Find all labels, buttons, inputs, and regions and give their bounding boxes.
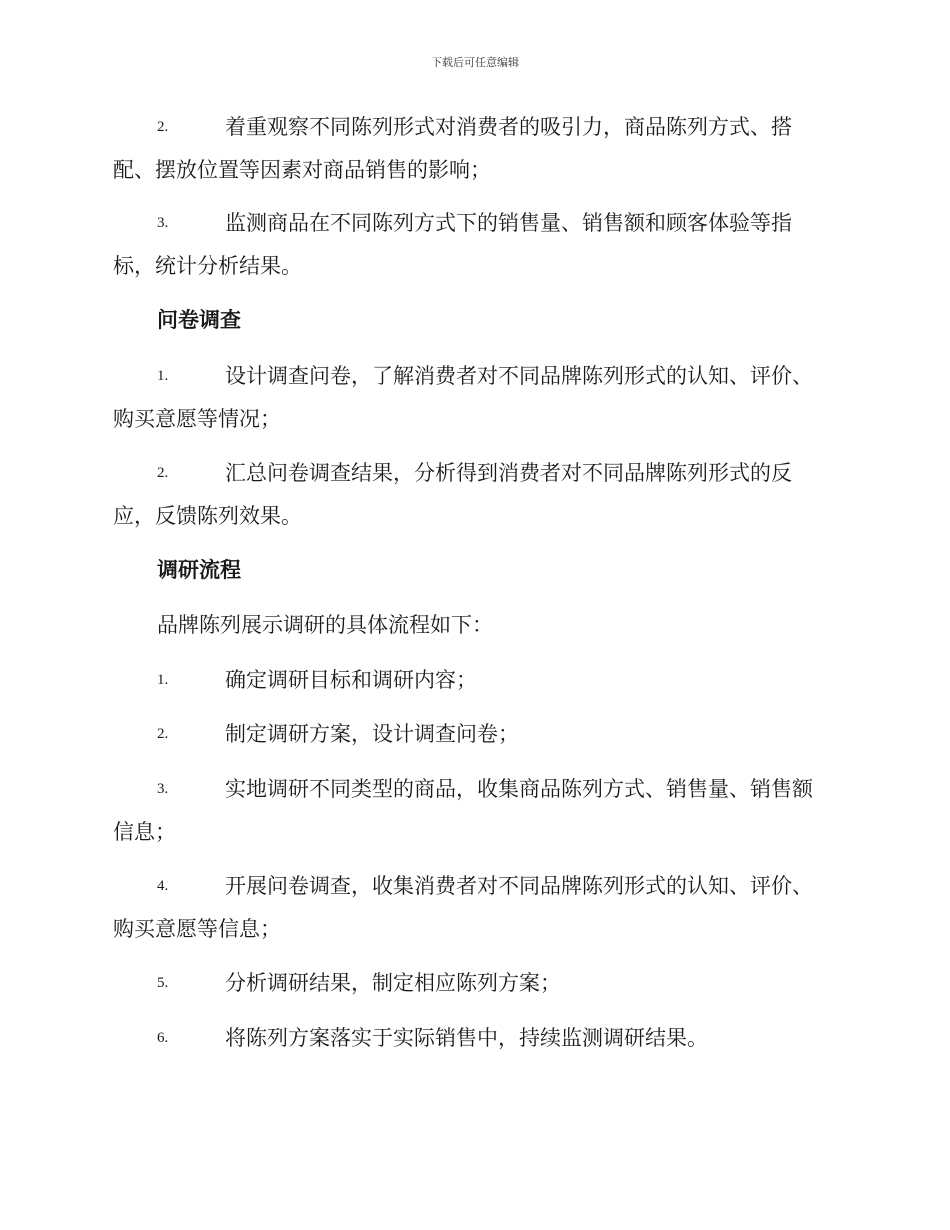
list-item-number: 6. bbox=[157, 1030, 169, 1046]
list-item bbox=[113, 452, 838, 538]
list-item-number: 1. bbox=[157, 368, 169, 384]
list-item-text: 确定调研目标和调研内容； bbox=[225, 668, 477, 692]
list-item-text: 监测商品在不同陈列方式下的销售量、销售额和顾客体验等指 bbox=[225, 211, 792, 235]
section-heading-survey: 问卷调查 bbox=[157, 308, 241, 332]
list-item-text-continued: 配、摆放位置等因素对商品销售的影响； bbox=[113, 158, 491, 182]
list-item bbox=[113, 768, 838, 854]
list-item-text-continued: 购买意愿等情况； bbox=[113, 407, 281, 431]
list-item-text: 制定调研方案，设计调查问卷； bbox=[225, 722, 519, 746]
list-item bbox=[113, 659, 838, 702]
list-item-number: 1. bbox=[157, 672, 169, 688]
list-item-text: 实地调研不同类型的商品，收集商品陈列方式、销售量、销售额 bbox=[225, 777, 813, 801]
list-item bbox=[113, 713, 838, 756]
list-item bbox=[113, 355, 838, 441]
list-item-text: 分析调研结果，制定相应陈列方案； bbox=[225, 971, 561, 995]
list-item-text-continued: 购买意愿等信息； bbox=[113, 917, 281, 941]
list-item bbox=[113, 202, 838, 288]
list-item-text: 着重观察不同陈列形式对消费者的吸引力，商品陈列方式、搭 bbox=[225, 115, 792, 139]
list-item-text: 开展问卷调查，收集消费者对不同品牌陈列形式的认知、评价、 bbox=[225, 874, 813, 898]
list-item bbox=[113, 962, 838, 1005]
section-heading-process: 调研流程 bbox=[157, 558, 241, 582]
list-item-number: 5. bbox=[157, 975, 169, 991]
list-item-number: 3. bbox=[157, 215, 169, 231]
list-item bbox=[113, 1017, 838, 1060]
list-item bbox=[113, 106, 838, 192]
list-item-number: 2. bbox=[157, 119, 169, 135]
list-item-text: 设计调查问卷，了解消费者对不同品牌陈列形式的认知、评价、 bbox=[225, 364, 813, 388]
process-intro: 品牌陈列展示调研的具体流程如下： bbox=[157, 613, 493, 637]
list-item-text-continued: 标，统计分析结果。 bbox=[113, 254, 302, 278]
list-item-text: 汇总问卷调查结果，分析得到消费者对不同品牌陈列形式的反 bbox=[225, 461, 792, 485]
list-item-number: 2. bbox=[157, 465, 169, 481]
list-item-text-continued: 应，反馈陈列效果。 bbox=[113, 504, 302, 528]
list-item-number: 2. bbox=[157, 726, 169, 742]
list-item-text: 将陈列方案落实于实际销售中，持续监测调研结果。 bbox=[225, 1026, 708, 1050]
list-item bbox=[113, 865, 838, 951]
list-item-text-continued: 信息； bbox=[113, 820, 176, 844]
list-item-number: 3. bbox=[157, 781, 169, 797]
page-header-note: 下载后可任意编辑 bbox=[431, 56, 519, 69]
list-item-number: 4. bbox=[157, 878, 169, 894]
